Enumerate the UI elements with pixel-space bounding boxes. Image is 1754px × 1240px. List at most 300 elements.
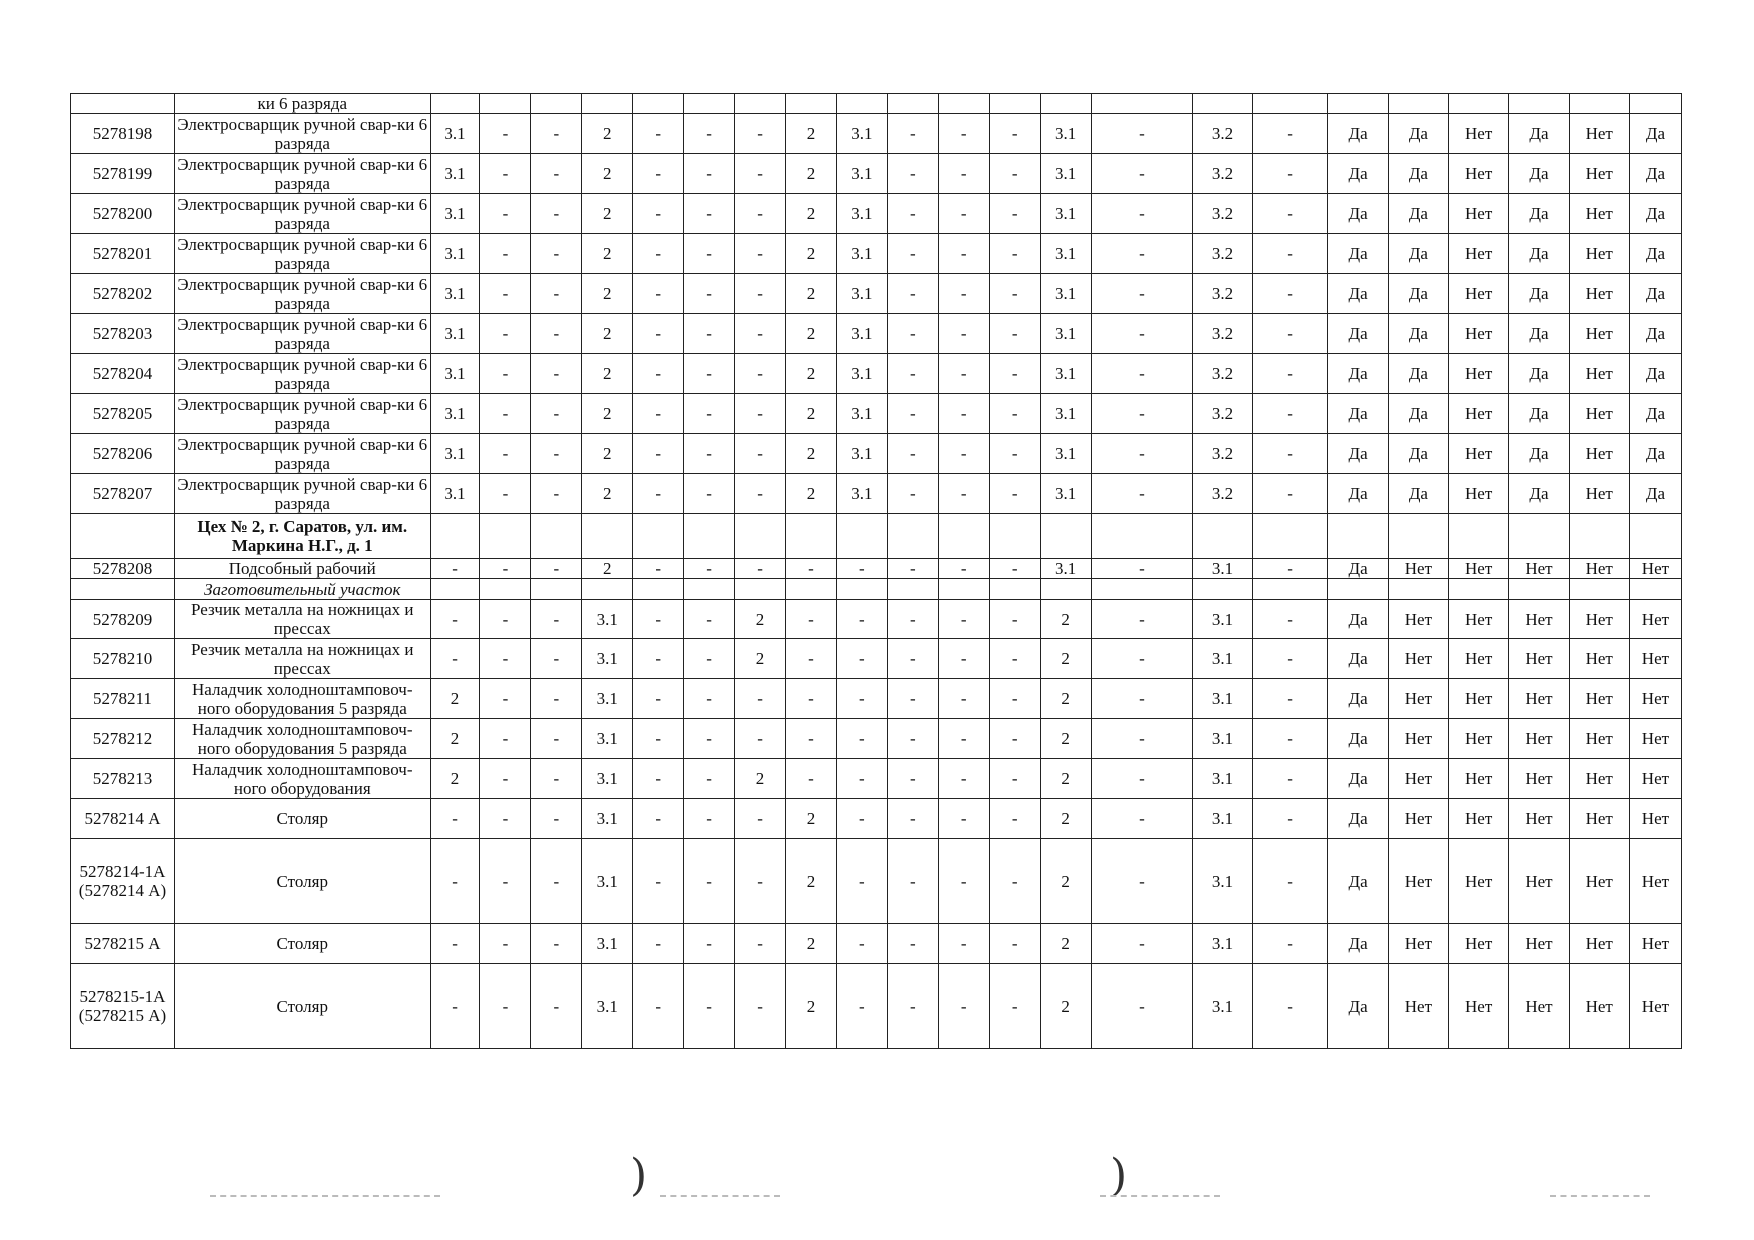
- table-cell: -: [1091, 839, 1193, 924]
- table-cell: [1388, 579, 1448, 600]
- table-cell: -: [633, 639, 684, 679]
- table-cell: -: [735, 474, 786, 514]
- table-cell: 2: [1040, 639, 1091, 679]
- table-cell: -: [735, 964, 786, 1049]
- table-cell: -: [836, 719, 887, 759]
- record-number-cell: 5278210: [71, 639, 175, 679]
- table-cell: -: [1091, 600, 1193, 639]
- table-cell: [633, 579, 684, 600]
- table-cell: [786, 579, 837, 600]
- table-cell: -: [887, 679, 938, 719]
- table-cell: -: [938, 314, 989, 354]
- table-cell: [938, 579, 989, 600]
- table-cell: -: [531, 274, 582, 314]
- table-cell: 2: [430, 719, 480, 759]
- table-cell: -: [531, 799, 582, 839]
- table-cell: [1449, 514, 1509, 559]
- section-title-cell: Цех № 2, г. Саратов, ул. им. Маркина Н.Г., д. 1: [174, 514, 430, 559]
- table-cell: Нет: [1449, 394, 1509, 434]
- table-cell: -: [684, 559, 735, 579]
- table-cell: -: [1091, 394, 1193, 434]
- table-cell: Нет: [1629, 839, 1681, 924]
- table-cell: Да: [1509, 394, 1569, 434]
- table-cell: -: [633, 434, 684, 474]
- table-cell: Да: [1629, 234, 1681, 274]
- table-cell: 3.1: [836, 354, 887, 394]
- table-cell: -: [684, 839, 735, 924]
- table-cell: Нет: [1629, 600, 1681, 639]
- table-cell: -: [1091, 799, 1193, 839]
- table-cell: Да: [1388, 234, 1448, 274]
- table-row: [71, 314, 1682, 354]
- table-cell: 3.1: [430, 234, 480, 274]
- table-cell: [1569, 94, 1629, 114]
- table-cell: -: [887, 639, 938, 679]
- table-cell: [430, 94, 480, 114]
- table-cell: -: [989, 600, 1040, 639]
- table-cell: -: [480, 719, 531, 759]
- section-title-cell: Заготовительный участок: [174, 579, 430, 600]
- table-cell: -: [1252, 679, 1328, 719]
- table-cell: Нет: [1509, 559, 1569, 579]
- table-cell: Да: [1509, 194, 1569, 234]
- table-cell: 3.1: [1193, 839, 1252, 924]
- table-cell: Нет: [1569, 964, 1629, 1049]
- table-cell: Нет: [1449, 679, 1509, 719]
- table-row: [71, 639, 1682, 679]
- table-cell: [887, 579, 938, 600]
- table-cell: 3.2: [1193, 234, 1252, 274]
- table-cell: Нет: [1569, 600, 1629, 639]
- table-row: [71, 434, 1682, 474]
- table-cell: -: [684, 799, 735, 839]
- table-cell: Нет: [1629, 679, 1681, 719]
- table-row: [71, 799, 1682, 839]
- table-cell: -: [1252, 194, 1328, 234]
- table-row: [71, 839, 1682, 924]
- table-row: [71, 924, 1682, 964]
- table-cell: -: [633, 924, 684, 964]
- table-cell: 3.2: [1193, 354, 1252, 394]
- table-cell: -: [480, 194, 531, 234]
- table-cell: Нет: [1449, 839, 1509, 924]
- table-row: [71, 679, 1682, 719]
- table-cell: [531, 94, 582, 114]
- table-cell: Да: [1388, 394, 1448, 434]
- table-cell: 3.1: [1040, 314, 1091, 354]
- table-cell: -: [480, 924, 531, 964]
- table-cell: -: [938, 559, 989, 579]
- table-cell: 2: [1040, 679, 1091, 719]
- table-cell: Нет: [1509, 679, 1569, 719]
- table-cell: -: [633, 474, 684, 514]
- table-cell: Нет: [1449, 434, 1509, 474]
- table-cell: -: [1252, 924, 1328, 964]
- table-cell: -: [1252, 719, 1328, 759]
- table-cell: -: [735, 274, 786, 314]
- table-cell: -: [684, 759, 735, 799]
- position-name-cell: Электросварщик ручной свар-ки 6 разряда: [174, 434, 430, 474]
- table-cell: Нет: [1509, 839, 1569, 924]
- table-cell: Нет: [1388, 924, 1448, 964]
- table-cell: 2: [1040, 600, 1091, 639]
- table-cell: -: [684, 394, 735, 434]
- table-cell: -: [633, 839, 684, 924]
- table-cell: -: [480, 274, 531, 314]
- table-cell: [1388, 94, 1448, 114]
- table-cell: Да: [1629, 394, 1681, 434]
- table-cell: 2: [786, 114, 837, 154]
- table-cell: -: [531, 639, 582, 679]
- table-cell: [1328, 514, 1388, 559]
- table-cell: -: [938, 234, 989, 274]
- table-cell: 2: [1040, 759, 1091, 799]
- table-cell: -: [735, 839, 786, 924]
- table-cell: 3.2: [1193, 314, 1252, 354]
- position-name-cell: Резчик металла на ножницах и прессах: [174, 639, 430, 679]
- table-cell: Нет: [1569, 434, 1629, 474]
- table-cell: Нет: [1569, 354, 1629, 394]
- table-cell: [430, 579, 480, 600]
- record-number-cell: 5278207: [71, 474, 175, 514]
- table-cell: -: [735, 434, 786, 474]
- table-cell: -: [531, 394, 582, 434]
- table-cell: [1040, 94, 1091, 114]
- table-cell: -: [684, 924, 735, 964]
- table-cell: -: [531, 154, 582, 194]
- table-cell: 2: [735, 759, 786, 799]
- table-cell: [1252, 579, 1328, 600]
- table-cell: -: [1091, 964, 1193, 1049]
- table-cell: -: [684, 719, 735, 759]
- table-cell: [582, 514, 633, 559]
- table-row: [71, 600, 1682, 639]
- table-cell: -: [633, 354, 684, 394]
- table-cell: Нет: [1388, 964, 1448, 1049]
- table-cell: -: [735, 679, 786, 719]
- table-cell: Да: [1328, 394, 1388, 434]
- position-name-cell: Электросварщик ручной свар-ки 6 разряда: [174, 234, 430, 274]
- table-cell: -: [1252, 354, 1328, 394]
- table-cell: -: [480, 839, 531, 924]
- table-cell: -: [938, 839, 989, 924]
- table-cell: 2: [786, 964, 837, 1049]
- table-cell: -: [938, 679, 989, 719]
- table-cell: -: [1091, 354, 1193, 394]
- table-cell: -: [1252, 114, 1328, 154]
- table-cell: 3.1: [1040, 394, 1091, 434]
- table-cell: -: [989, 799, 1040, 839]
- table-cell: Нет: [1629, 639, 1681, 679]
- table-cell: -: [1091, 194, 1193, 234]
- table-cell: -: [633, 274, 684, 314]
- table-cell: Нет: [1569, 314, 1629, 354]
- table-cell: Да: [1509, 474, 1569, 514]
- table-cell: 3.2: [1193, 474, 1252, 514]
- table-cell: Да: [1388, 474, 1448, 514]
- table-cell: 3.1: [582, 719, 633, 759]
- table-cell: -: [735, 314, 786, 354]
- table-cell: -: [633, 234, 684, 274]
- table-cell: -: [531, 354, 582, 394]
- table-cell: 3.1: [1193, 759, 1252, 799]
- table-cell: Да: [1509, 314, 1569, 354]
- table-cell: Да: [1388, 314, 1448, 354]
- table-cell: 3.1: [430, 154, 480, 194]
- table-cell: [1252, 514, 1328, 559]
- table-cell: 2: [582, 354, 633, 394]
- table-cell: -: [989, 114, 1040, 154]
- table-cell: 3.1: [1040, 274, 1091, 314]
- table-cell: -: [1252, 394, 1328, 434]
- table-cell: [430, 514, 480, 559]
- table-cell: 3.1: [836, 194, 887, 234]
- table-cell: -: [633, 964, 684, 1049]
- table-cell: -: [633, 719, 684, 759]
- table-cell: 3.1: [1040, 474, 1091, 514]
- table-cell: [836, 94, 887, 114]
- table-cell: 3.1: [1193, 600, 1252, 639]
- table-cell: -: [633, 759, 684, 799]
- record-number-cell: 5278215 А: [71, 924, 175, 964]
- table-cell: 3.1: [582, 759, 633, 799]
- table-cell: -: [684, 194, 735, 234]
- table-cell: Да: [1328, 434, 1388, 474]
- table-cell: [684, 514, 735, 559]
- table-cell: 3.1: [1193, 964, 1252, 1049]
- table-cell: 3.1: [582, 639, 633, 679]
- table-cell: 2: [1040, 924, 1091, 964]
- position-name-cell: Столяр: [174, 964, 430, 1049]
- table-cell: -: [1252, 600, 1328, 639]
- table-cell: 3.1: [430, 354, 480, 394]
- table-cell: Да: [1328, 679, 1388, 719]
- table-cell: Да: [1629, 354, 1681, 394]
- table-cell: -: [836, 759, 887, 799]
- table-cell: -: [684, 114, 735, 154]
- table-cell: 2: [430, 679, 480, 719]
- table-cell: -: [531, 234, 582, 274]
- table-cell: Нет: [1569, 274, 1629, 314]
- table-cell: [887, 514, 938, 559]
- record-number-cell: 5278213: [71, 759, 175, 799]
- table-cell: [531, 514, 582, 559]
- table-cell: -: [887, 924, 938, 964]
- position-name-cell: Резчик металла на ножницах и прессах: [174, 600, 430, 639]
- table-cell: 2: [582, 474, 633, 514]
- table-cell: Нет: [1449, 600, 1509, 639]
- table-cell: 3.2: [1193, 394, 1252, 434]
- position-name-cell: Наладчик холодноштамповоч-ного оборудования 5 разряда: [174, 719, 430, 759]
- table-cell: -: [887, 964, 938, 1049]
- table-cell: -: [989, 839, 1040, 924]
- table-cell: Нет: [1388, 839, 1448, 924]
- table-cell: Нет: [1449, 639, 1509, 679]
- table-cell: 2: [786, 354, 837, 394]
- table-cell: -: [887, 600, 938, 639]
- table-cell: [1629, 579, 1681, 600]
- table-cell: -: [480, 474, 531, 514]
- table-cell: -: [989, 434, 1040, 474]
- table-cell: -: [938, 719, 989, 759]
- table-cell: -: [480, 434, 531, 474]
- table-cell: 3.1: [430, 434, 480, 474]
- table-cell: Да: [1388, 114, 1448, 154]
- table-cell: [582, 94, 633, 114]
- table-cell: -: [480, 559, 531, 579]
- table-cell: 3.1: [1040, 354, 1091, 394]
- table-cell: -: [531, 719, 582, 759]
- table-cell: [480, 94, 531, 114]
- position-name-cell: Электросварщик ручной свар-ки 6 разряда: [174, 394, 430, 434]
- table-cell: [735, 94, 786, 114]
- table-cell: Да: [1328, 559, 1388, 579]
- table-cell: Да: [1629, 474, 1681, 514]
- table-cell: Да: [1328, 759, 1388, 799]
- table-cell: 3.1: [1040, 559, 1091, 579]
- table-cell: -: [786, 719, 837, 759]
- table-cell: 3.1: [430, 474, 480, 514]
- table-cell: -: [836, 799, 887, 839]
- table-cell: -: [1091, 314, 1193, 354]
- table-cell: 2: [786, 474, 837, 514]
- table-cell: -: [786, 600, 837, 639]
- table-cell: 3.1: [836, 234, 887, 274]
- table-cell: -: [1091, 154, 1193, 194]
- table-cell: 3.1: [836, 394, 887, 434]
- position-name-cell: Подсобный рабочий: [174, 559, 430, 579]
- table-cell: 3.1: [836, 154, 887, 194]
- table-cell: 3.1: [1040, 154, 1091, 194]
- table-cell: -: [887, 394, 938, 434]
- table-cell: -: [989, 274, 1040, 314]
- table-cell: Да: [1388, 274, 1448, 314]
- table-cell: -: [735, 354, 786, 394]
- table-row: [71, 114, 1682, 154]
- table-cell: [1449, 579, 1509, 600]
- table-cell: Нет: [1629, 719, 1681, 759]
- table-cell: Нет: [1449, 234, 1509, 274]
- table-cell: 3.2: [1193, 434, 1252, 474]
- table-cell: Нет: [1449, 274, 1509, 314]
- table-cell: -: [887, 354, 938, 394]
- table-cell: -: [633, 600, 684, 639]
- table-cell: Нет: [1388, 719, 1448, 759]
- table-cell: [1193, 94, 1252, 114]
- table-cell: 2: [1040, 839, 1091, 924]
- table-cell: -: [938, 274, 989, 314]
- table-cell: -: [989, 719, 1040, 759]
- table-cell: -: [684, 434, 735, 474]
- table-cell: Нет: [1509, 924, 1569, 964]
- table-cell: Да: [1509, 154, 1569, 194]
- table-cell: [887, 94, 938, 114]
- table-row: [71, 394, 1682, 434]
- record-number-cell: 5278204: [71, 354, 175, 394]
- table-cell: -: [633, 394, 684, 434]
- table-cell: 2: [786, 154, 837, 194]
- table-row: [71, 474, 1682, 514]
- table-cell: -: [480, 234, 531, 274]
- table-cell: -: [735, 559, 786, 579]
- table-cell: 3.2: [1193, 194, 1252, 234]
- table-cell: -: [887, 234, 938, 274]
- table-cell: -: [989, 924, 1040, 964]
- table-cell: 2: [1040, 719, 1091, 759]
- table-cell: -: [1091, 639, 1193, 679]
- table-cell: [836, 514, 887, 559]
- position-name-cell: ки 6 разряда: [174, 94, 430, 114]
- table-cell: -: [887, 314, 938, 354]
- table-cell: -: [633, 194, 684, 234]
- table-cell: 2: [582, 274, 633, 314]
- table-cell: 2: [582, 194, 633, 234]
- table-cell: [735, 514, 786, 559]
- table-cell: Нет: [1388, 799, 1448, 839]
- position-name-cell: Наладчик холодноштамповоч-ного оборудования 5 разряда: [174, 679, 430, 719]
- table-cell: -: [836, 964, 887, 1049]
- table-row: [71, 154, 1682, 194]
- table-cell: 2: [786, 194, 837, 234]
- table-cell: -: [480, 639, 531, 679]
- table-cell: Нет: [1629, 759, 1681, 799]
- table-cell: Нет: [1509, 719, 1569, 759]
- table-cell: -: [786, 759, 837, 799]
- table-cell: Нет: [1449, 799, 1509, 839]
- table-cell: -: [480, 354, 531, 394]
- table-cell: Нет: [1629, 559, 1681, 579]
- binding-hole-mark: ): [1110, 1150, 1128, 1201]
- table-cell: Да: [1629, 114, 1681, 154]
- record-number-cell: 5278208: [71, 559, 175, 579]
- table-cell: -: [938, 759, 989, 799]
- table-cell: -: [836, 600, 887, 639]
- table-cell: [480, 579, 531, 600]
- table-cell: -: [836, 839, 887, 924]
- table-cell: -: [430, 839, 480, 924]
- table-cell: [1569, 579, 1629, 600]
- table-cell: -: [887, 434, 938, 474]
- table-cell: -: [938, 474, 989, 514]
- table-row: [71, 559, 1682, 579]
- table-cell: -: [836, 639, 887, 679]
- table-cell: [1328, 579, 1388, 600]
- table-cell: Да: [1509, 234, 1569, 274]
- table-cell: Нет: [1449, 964, 1509, 1049]
- table-cell: 3.1: [1040, 114, 1091, 154]
- table-cell: 3.1: [836, 434, 887, 474]
- table-cell: Нет: [1388, 639, 1448, 679]
- table-cell: Да: [1328, 194, 1388, 234]
- table-cell: 2: [786, 394, 837, 434]
- table-cell: -: [684, 964, 735, 1049]
- table-cell: -: [480, 394, 531, 434]
- table-cell: Нет: [1569, 639, 1629, 679]
- table-cell: -: [633, 114, 684, 154]
- table-cell: Нет: [1629, 799, 1681, 839]
- table-cell: -: [989, 354, 1040, 394]
- table-cell: -: [1252, 154, 1328, 194]
- position-name-cell: Электросварщик ручной свар-ки 6 разряда: [174, 354, 430, 394]
- table-cell: 3.1: [1040, 434, 1091, 474]
- table-cell: -: [480, 964, 531, 1049]
- position-name-cell: Столяр: [174, 924, 430, 964]
- scan-artifact-line: [210, 1195, 440, 1197]
- table-cell: [1040, 579, 1091, 600]
- table-cell: Да: [1388, 154, 1448, 194]
- table-cell: Нет: [1569, 719, 1629, 759]
- record-number-cell: 5278201: [71, 234, 175, 274]
